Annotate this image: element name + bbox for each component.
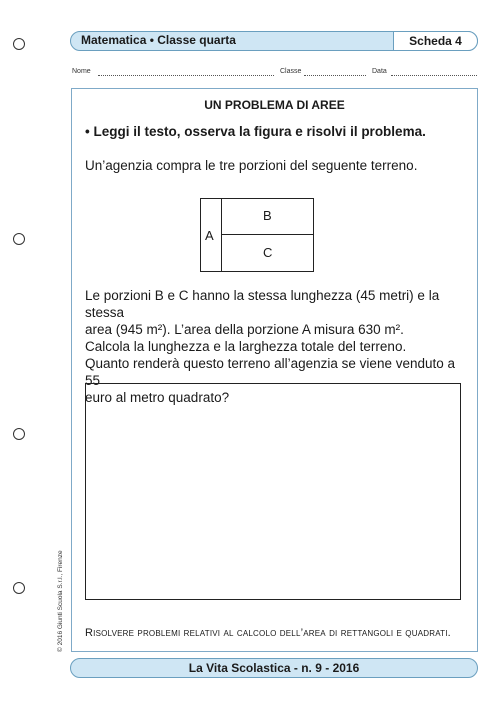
date-label: Data	[372, 68, 387, 75]
binder-hole-2	[13, 233, 25, 245]
problem-line: Calcola la lunghezza e la larghezza totale del terreno.	[85, 339, 407, 354]
instruction-text: • Leggi il testo, osserva la figura e risolvi il problema.	[85, 124, 426, 139]
portion-c-label: C	[263, 245, 273, 260]
intro-text: Un’agenzia compra le tre porzioni del seguente terreno.	[85, 158, 418, 173]
name-label: Nome	[72, 68, 91, 75]
figure-divider-vertical	[221, 198, 222, 272]
date-field[interactable]	[391, 75, 477, 76]
binder-hole-4	[13, 582, 25, 594]
binder-hole-1	[13, 38, 25, 50]
portion-a-label: A	[205, 228, 214, 243]
answer-box[interactable]	[85, 383, 461, 600]
problem-line: Quanto renderà questo terreno all’agenzia se viene venduto a 55	[85, 356, 456, 388]
binder-hole-3	[13, 428, 25, 440]
problem-line: euro al metro quadrato?	[85, 390, 230, 405]
subject-label: Matematica • Classe quarta	[81, 33, 236, 47]
class-label: Classe	[280, 68, 302, 75]
problem-line: area (945 m²). L’area della porzione A misura 630 m².	[85, 322, 404, 337]
name-field[interactable]	[98, 75, 274, 76]
class-field[interactable]	[304, 75, 366, 76]
footer-bar: La Vita Scolastica - n. 9 - 2016	[70, 658, 478, 678]
worksheet-title: UN PROBLEMA DI AREE	[204, 98, 345, 112]
portion-b-label: B	[263, 208, 272, 223]
learning-objective: Risolvere problemi relativi al calcolo dell’area di rettangoli e quadrati.	[85, 627, 451, 639]
copyright-notice: © 2016 Giunti Scuola S.r.l., Firenze	[57, 550, 64, 652]
land-figure	[200, 198, 314, 272]
sheet-number: Scheda 4	[393, 31, 478, 51]
figure-divider-horizontal	[221, 234, 314, 235]
problem-line: Le porzioni B e C hanno la stessa lunghezza (45 metri) e la stessa	[85, 288, 440, 320]
